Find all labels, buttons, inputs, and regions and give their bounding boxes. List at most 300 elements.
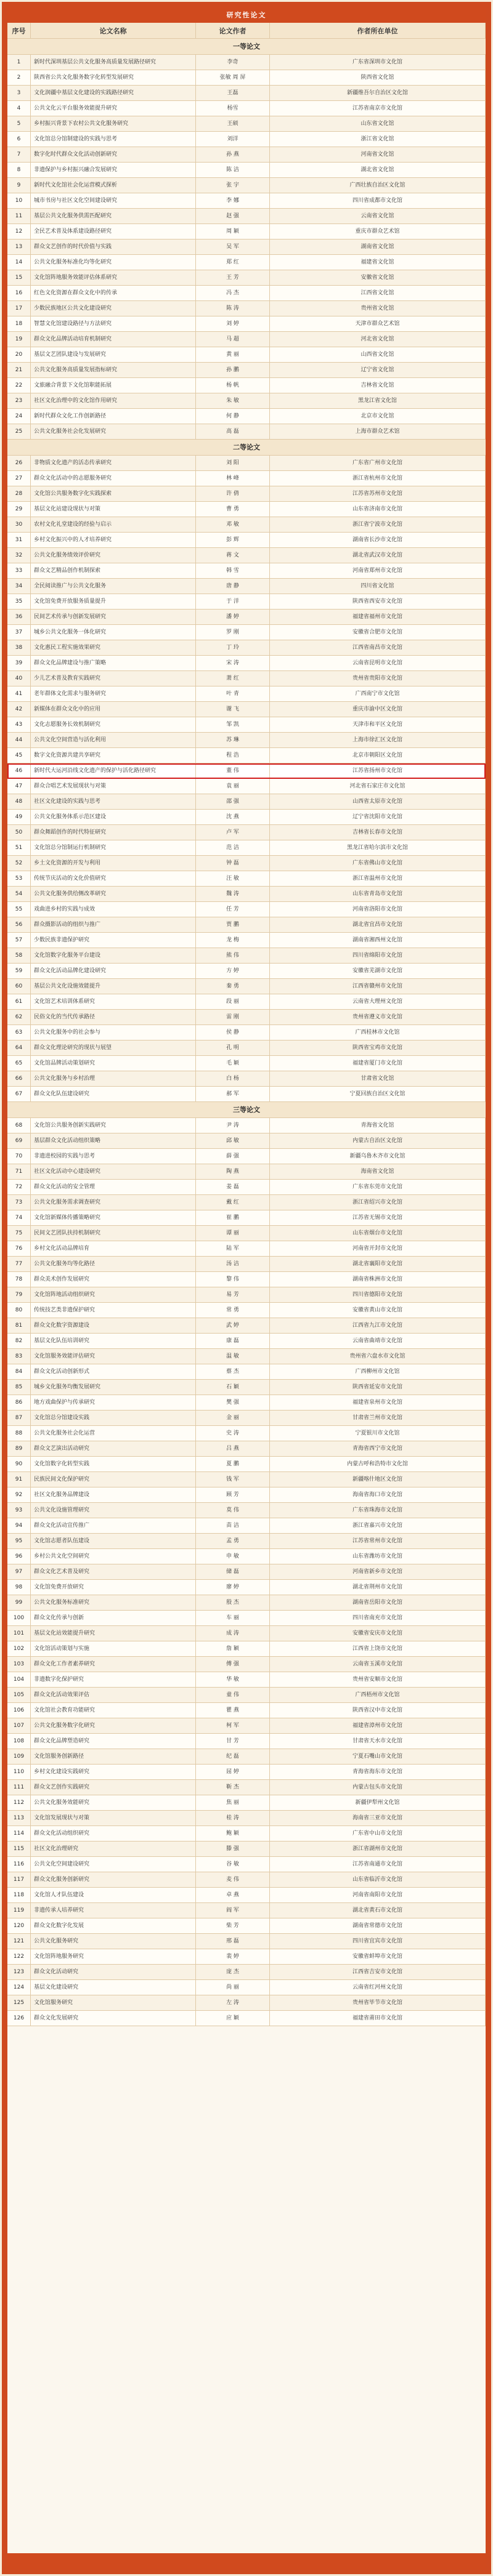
paper-author: 朱 敏 [196,393,270,408]
author-unit: 黑龙江省文化馆 [270,393,486,408]
table-row [7,1287,486,1303]
paper-author: 孙 鹏 [196,363,270,377]
row-number: 35 [7,594,31,609]
table-row [7,347,486,363]
table-row [7,656,486,671]
table-row [7,55,486,70]
row-number: 54 [7,887,31,901]
table-row [7,825,486,840]
table-header [7,23,486,39]
table-row [7,2011,486,2026]
table-row [7,178,486,193]
author-unit: 新疆伊犁州文化馆 [270,1795,486,1810]
paper-author: 陆 军 [196,1241,270,1256]
row-number: 12 [7,224,31,239]
paper-author: 易 芳 [196,1287,270,1302]
paper-author: 方 婷 [196,964,270,978]
table-row [7,70,486,86]
row-number: 26 [7,456,31,470]
table-row [7,193,486,209]
row-number: 55 [7,902,31,917]
table-row [7,224,486,239]
row-number: 13 [7,239,31,254]
row-number: 49 [7,810,31,824]
paper-author: 苏 琳 [196,733,270,747]
author-unit: 山东省烟台市文化馆 [270,1226,486,1241]
paper-title: 文化馆艺术培训体系研究 [31,994,196,1009]
author-unit: 吉林省文化馆 [270,378,486,393]
paper-title: 非遗传承人培养研究 [31,1903,196,1918]
row-number: 18 [7,316,31,331]
paper-author: 薛 强 [196,1149,270,1164]
paper-author: 卓 燕 [196,1888,270,1902]
paper-title: 群众文化数字化发展 [31,1918,196,1933]
author-unit: 河南省郑州市文化馆 [270,563,486,578]
row-number: 107 [7,1718,31,1733]
row-number: 67 [7,1087,31,1101]
author-unit: 河北省文化馆 [270,332,486,347]
author-unit: 贵州省安顺市文化馆 [270,1672,486,1687]
row-number: 71 [7,1164,31,1179]
paper-author: 邓 敏 [196,517,270,532]
table-container [7,7,486,2569]
row-number: 80 [7,1303,31,1318]
paper-author: 李 娜 [196,193,270,208]
row-number: 4 [7,101,31,116]
author-unit: 湖北省宜昌市文化馆 [270,917,486,932]
paper-title: 公共文化设施管理研究 [31,1503,196,1518]
table-row [7,1595,486,1611]
table-row [7,748,486,763]
paper-author: 雷 刚 [196,1010,270,1024]
table-row [7,856,486,871]
paper-title: 文化馆活动策划与实施 [31,1641,196,1656]
author-unit: 辽宁省文化馆 [270,363,486,377]
paper-title: 群众文化品牌塑造研究 [31,1734,196,1749]
table-row [7,363,486,378]
paper-author: 龙 梅 [196,933,270,948]
paper-author: 侯 静 [196,1025,270,1040]
paper-title: 群众文化服务创新研究 [31,1872,196,1887]
table-row [7,1564,486,1580]
row-number: 83 [7,1349,31,1364]
col-unit: 作者所在单位 [270,23,486,38]
paper-author: 周 颖 [196,224,270,239]
paper-author: 华 敏 [196,1672,270,1687]
table-row [7,116,486,132]
table-row [7,1795,486,1811]
author-unit: 贵州省遵义市文化馆 [270,1010,486,1024]
table-row [7,686,486,702]
paper-author: 苗 洁 [196,1518,270,1533]
table-row [7,1195,486,1210]
paper-title: 公共文化服务社会化运营 [31,1426,196,1441]
author-unit: 宁夏银川市文化馆 [270,1426,486,1441]
paper-title: 文化惠民工程实施效果研究 [31,640,196,655]
author-unit: 江西省上饶市文化馆 [270,1641,486,1656]
row-number: 78 [7,1272,31,1287]
author-unit: 江苏省南通市文化馆 [270,1857,486,1872]
table-row [7,1411,486,1426]
table-row [7,378,486,393]
author-unit: 江西省南昌市文化馆 [270,640,486,655]
paper-title: 社区文化活动中心建设研究 [31,1164,196,1179]
paper-title: 群众文化数字资源建设 [31,1318,196,1333]
author-unit: 重庆市群众艺术馆 [270,224,486,239]
paper-author: 汤 洁 [196,1257,270,1271]
paper-author: 康 磊 [196,1334,270,1348]
paper-title: 文化馆品牌活动策划研究 [31,1056,196,1071]
row-number: 101 [7,1626,31,1641]
row-number: 114 [7,1826,31,1841]
row-number: 74 [7,1210,31,1225]
row-number: 93 [7,1503,31,1518]
author-unit: 云南省大理州文化馆 [270,994,486,1009]
paper-title: 基层公共文化服务供需匹配研究 [31,209,196,223]
author-unit: 山西省文化馆 [270,347,486,362]
row-number: 25 [7,424,31,439]
paper-author: 应 颖 [196,2011,270,2026]
paper-author: 阎 军 [196,1903,270,1918]
table-row [7,1303,486,1318]
row-number: 9 [7,178,31,193]
paper-author: 刘洋 [196,132,270,147]
row-number: 14 [7,255,31,270]
author-unit: 浙江省湖州市文化馆 [270,1841,486,1856]
paper-title: 非遗保护与乡村振兴融合发展研究 [31,163,196,177]
author-unit: 陕西省文化馆 [270,70,486,85]
paper-title: 文化馆公共服务数字化实践探索 [31,486,196,501]
paper-author: 尹 涛 [196,1118,270,1133]
paper-author: 于 洋 [196,594,270,609]
table-row [7,1765,486,1780]
paper-author: 蔡 杰 [196,1364,270,1379]
table-row [7,1380,486,1395]
paper-title: 文化馆阵地服务效能评估体系研究 [31,270,196,285]
paper-title: 乡村公共文化空间研究 [31,1549,196,1564]
paper-title: 少数民族非遗保护研究 [31,933,196,948]
table-row [7,1918,486,1934]
paper-title: 文化馆总分馆制建设的实践与思考 [31,132,196,147]
author-unit: 湖南省岳阳市文化馆 [270,1595,486,1610]
paper-author: 常 勇 [196,1303,270,1318]
paper-title: 新时代群众文化工作创新路径 [31,409,196,424]
paper-title: 文化润疆中基层文化建设的实践路径研究 [31,86,196,100]
author-unit: 山东省济南市文化馆 [270,502,486,517]
author-unit: 贵州省文化馆 [270,301,486,316]
row-number: 60 [7,979,31,994]
paper-title: 全民阅读推广与公共文化服务 [31,579,196,594]
paper-author: 陈 涛 [196,301,270,316]
author-unit: 上海市徐汇区文化馆 [270,733,486,747]
table-row [7,563,486,579]
paper-title: 公共文化服务中的社会参与 [31,1025,196,1040]
author-unit: 浙江省文化馆 [270,132,486,147]
paper-author: 杨 帆 [196,378,270,393]
table-row [7,86,486,101]
title-band: 研究性论文 [7,7,486,23]
author-unit: 山东省潍坊市文化馆 [270,1549,486,1564]
author-unit: 贵州省六盘水市文化馆 [270,1349,486,1364]
paper-author: 程 浩 [196,748,270,763]
row-number: 11 [7,209,31,223]
table-row [7,979,486,994]
table-row [7,625,486,640]
table-row [7,147,486,163]
row-number: 122 [7,1949,31,1964]
row-number: 119 [7,1903,31,1918]
paper-title: 公共文化服务均等化路径 [31,1257,196,1271]
table-row [7,132,486,147]
paper-author: 谢 飞 [196,702,270,717]
paper-author: 王 芳 [196,270,270,285]
row-number: 61 [7,994,31,1009]
table-row [7,502,486,517]
paper-title: 文化馆新媒体传播策略研究 [31,1210,196,1225]
table-row [7,1841,486,1857]
paper-author: 邹 凯 [196,717,270,732]
author-unit: 广东省中山市文化馆 [270,1826,486,1841]
paper-author: 丁 玲 [196,640,270,655]
paper-author: 黄 丽 [196,347,270,362]
author-unit: 陕西省延安市文化馆 [270,1380,486,1395]
paper-title: 乡村文化活动品牌培育 [31,1241,196,1256]
paper-title: 文化馆数字化服务平台建设 [31,948,196,963]
paper-author: 鲍 颖 [196,1826,270,1841]
author-unit: 云南省昆明市文化馆 [270,656,486,670]
table-row [7,1040,486,1056]
row-number: 45 [7,748,31,763]
row-number: 15 [7,270,31,285]
author-unit: 黑龙江省哈尔滨市文化馆 [270,840,486,855]
paper-author: 金 丽 [196,1411,270,1425]
row-number: 117 [7,1872,31,1887]
row-number: 96 [7,1549,31,1564]
row-number: 43 [7,717,31,732]
paper-title: 智慧文化馆建设路径与方法研究 [31,316,196,331]
row-number: 27 [7,471,31,486]
paper-title: 群众文艺演出活动研究 [31,1441,196,1456]
paper-title: 乡村文化建设实践研究 [31,1765,196,1779]
table-row [7,1426,486,1441]
table-row [7,594,486,610]
table-row [7,1688,486,1703]
author-unit: 宁夏回族自治区文化馆 [270,1087,486,1101]
table-row [7,779,486,794]
paper-author: 张 宇 [196,178,270,193]
author-unit: 内蒙古呼和浩特市文化馆 [270,1457,486,1471]
row-number: 63 [7,1025,31,1040]
table-row [7,1087,486,1102]
table-row [7,332,486,347]
table-row [7,1734,486,1749]
paper-title: 公共文化服务社会化发展研究 [31,424,196,439]
table-row [7,1349,486,1364]
table-row [7,1980,486,1995]
row-number: 59 [7,964,31,978]
row-number: 40 [7,671,31,686]
author-unit: 江西省文化馆 [270,286,486,300]
paper-title: 社区文化服务品牌建设 [31,1487,196,1502]
paper-author: 谷 敏 [196,1857,270,1872]
paper-title: 地方戏曲保护与传承研究 [31,1395,196,1410]
paper-title: 戏曲进乡村的实践与成效 [31,902,196,917]
paper-title: 全民艺术普及体系建设路径研究 [31,224,196,239]
row-number: 48 [7,794,31,809]
table-row [7,1487,486,1503]
table-row [7,1210,486,1226]
table-row [7,994,486,1010]
author-unit: 宁夏石嘴山市文化馆 [270,1749,486,1764]
paper-title: 基层文化队伍培训研究 [31,1334,196,1348]
author-unit: 山西省太原市文化馆 [270,794,486,809]
paper-title: 群众文化发展研究 [31,2011,196,2026]
table-row [7,301,486,316]
author-unit: 云南省曲靖市文化馆 [270,1334,486,1348]
table-row [7,902,486,917]
paper-title: 群众文化工作者素养研究 [31,1657,196,1672]
table-body [7,39,486,2026]
paper-title: 群众文艺创作实践研究 [31,1780,196,1795]
row-number: 23 [7,393,31,408]
author-unit: 安徽省黄山市文化馆 [270,1303,486,1318]
table-row [7,1010,486,1025]
paper-author: 戴 红 [196,1195,270,1210]
table-row [7,763,486,779]
paper-author: 毛 颖 [196,1056,270,1071]
paper-title: 文化馆公共服务创新实践研究 [31,1118,196,1133]
table-row [7,471,486,486]
table-row [7,1071,486,1087]
table-row [7,255,486,270]
table-row [7,1534,486,1549]
author-unit: 新疆维吾尔自治区文化馆 [270,86,486,100]
paper-author: 韩 雪 [196,563,270,578]
author-unit: 湖北省荆州市文化馆 [270,1580,486,1595]
table-row [7,101,486,116]
table-row [7,393,486,409]
author-unit: 北京市文化馆 [270,409,486,424]
paper-title: 群众文化活动效果评估 [31,1688,196,1702]
row-number: 46 [7,763,31,778]
row-number: 39 [7,656,31,670]
paper-title: 群众摄影活动的组织与推广 [31,917,196,932]
row-number: 24 [7,409,31,424]
paper-author: 钱 军 [196,1472,270,1487]
table-row [7,270,486,286]
row-number: 106 [7,1703,31,1718]
author-unit: 新疆乌鲁木齐市文化馆 [270,1149,486,1164]
paper-title: 公共文化服务供给侧改革研究 [31,887,196,901]
paper-author: 袁 丽 [196,779,270,794]
table-row [7,1995,486,2011]
author-unit: 广西梧州市文化馆 [270,1688,486,1702]
paper-author: 钟 磊 [196,856,270,871]
paper-author: 汪 敏 [196,871,270,886]
table-row [7,1118,486,1133]
paper-title: 农村文化礼堂建设的经验与启示 [31,517,196,532]
author-unit: 湖南省常德市文化馆 [270,1918,486,1933]
paper-title: 非物质文化遗产的活态传承研究 [31,456,196,470]
author-unit: 江苏省苏州市文化馆 [270,486,486,501]
paper-author: 石 颖 [196,1380,270,1395]
paper-title: 公共文化空间建设研究 [31,1857,196,1872]
row-number: 82 [7,1334,31,1348]
author-unit: 内蒙古自治区文化馆 [270,1133,486,1148]
row-number: 50 [7,825,31,840]
paper-title: 乡村文化振兴中的人才培养研究 [31,533,196,547]
author-unit: 河南省开封市文化馆 [270,1241,486,1256]
row-number: 56 [7,917,31,932]
paper-author: 姜 磊 [196,1180,270,1194]
paper-author: 吕 燕 [196,1441,270,1456]
paper-author: 吴 军 [196,239,270,254]
table-row [7,286,486,301]
paper-author: 廖 婷 [196,1580,270,1595]
row-number: 118 [7,1888,31,1902]
author-unit: 山东省文化馆 [270,116,486,131]
author-unit: 福建省文化馆 [270,255,486,270]
table-row [7,1226,486,1241]
row-number: 116 [7,1857,31,1872]
paper-author: 崔 鹏 [196,1210,270,1225]
author-unit: 山东省临沂市文化馆 [270,1872,486,1887]
paper-title: 社区文化治理中的文化馆作用研究 [31,393,196,408]
row-number: 52 [7,856,31,871]
paper-title: 群众文化活动创新形式 [31,1364,196,1379]
author-unit: 内蒙古包头市文化馆 [270,1780,486,1795]
row-number: 84 [7,1364,31,1379]
row-number: 36 [7,610,31,624]
paper-author: 王硕 [196,116,270,131]
paper-title: 公共文化服务研究 [31,1934,196,1949]
author-unit: 陕西省宝鸡市文化馆 [270,1040,486,1055]
paper-author: 车 丽 [196,1611,270,1625]
table-row [7,1826,486,1841]
author-unit: 陕西省西安市文化馆 [270,594,486,609]
author-unit: 云南省文化馆 [270,209,486,223]
paper-author: 段 丽 [196,994,270,1009]
paper-author: 罗 刚 [196,625,270,640]
author-unit: 四川省德阳市文化馆 [270,1287,486,1302]
row-number: 92 [7,1487,31,1502]
paper-author: 董 伟 [196,763,270,778]
author-unit: 浙江省嘉兴市文化馆 [270,1518,486,1533]
paper-title: 文化馆免费开放研究 [31,1580,196,1595]
paper-title: 群众文化活动品牌化建设研究 [31,964,196,978]
paper-title: 社区文化治理研究 [31,1841,196,1856]
author-unit: 天津市群众艺术馆 [270,316,486,331]
table-row [7,1934,486,1949]
col-no: 序号 [7,23,31,38]
table-row [7,209,486,224]
paper-author: 熊 伟 [196,948,270,963]
table-row [7,1056,486,1071]
paper-author: 贾 鹏 [196,917,270,932]
paper-author: 冯 杰 [196,286,270,300]
row-number: 73 [7,1195,31,1210]
table-row [7,810,486,825]
paper-title: 公共文化服务体系示范区建设 [31,810,196,824]
poster-frame [2,2,491,2574]
table-row [7,579,486,594]
author-unit: 湖北省武汉市文化馆 [270,548,486,563]
paper-title: 陕西省公共文化服务数字化转型发展研究 [31,70,196,85]
author-unit: 广东省东莞市文化馆 [270,1180,486,1194]
row-number: 2 [7,70,31,85]
table-row [7,1364,486,1380]
paper-title: 群众文化活动中的志愿服务研究 [31,471,196,486]
